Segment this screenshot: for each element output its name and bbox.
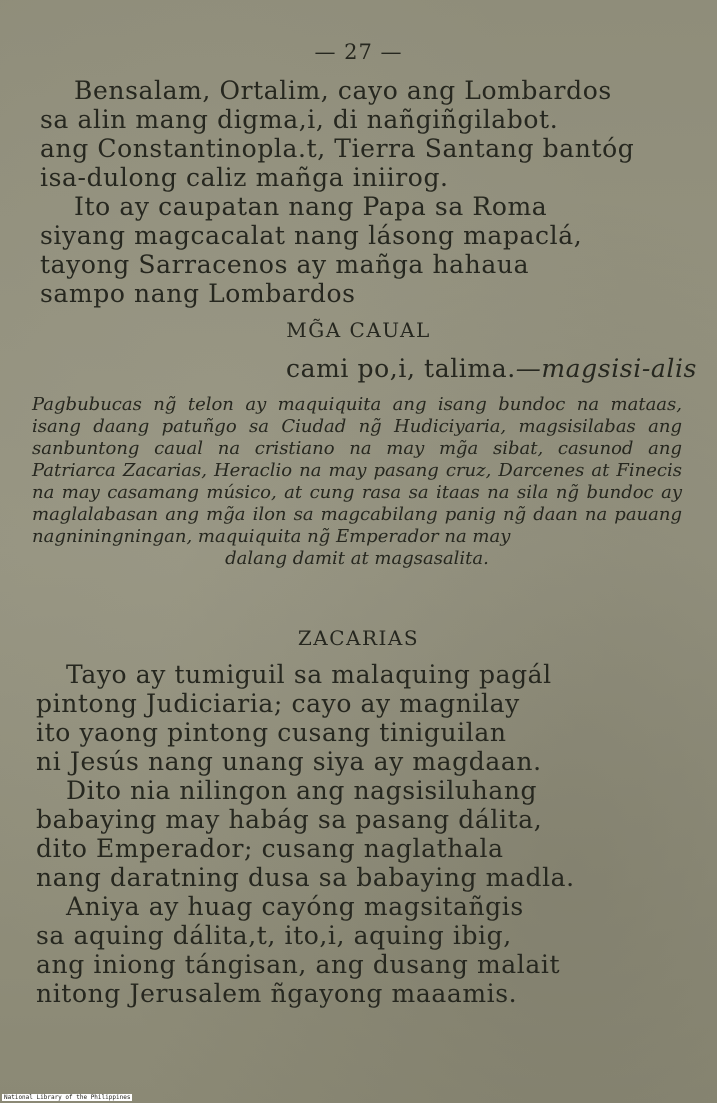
verse-line: Bensalam, Ortalim, cayo ang Lombardos [74, 76, 612, 105]
verse-line: dito Emperador; cusang naglathala [36, 834, 504, 863]
chorus-response-text: cami po,i, talima. [286, 354, 516, 383]
verse-line: ang Constantinopla.t, Tierra Santang bantóg [40, 134, 635, 163]
stage-direction-last-line: dalang damit at magsasalita. [225, 548, 489, 569]
verse-line: pintong Judiciaria; cayo ay magnilay [36, 689, 520, 718]
verse-line: Aniya ay huag cayóng magsitañgis [66, 892, 524, 921]
verse-line: sa aquing dálita,t, ito,i, aquing ibig, [36, 921, 512, 950]
verse-line: Dito nia nilingon ang nagsisiluhang [66, 776, 538, 805]
verse-line: isa-dulong caliz mañga iniirog. [40, 163, 449, 192]
verse-line: nang daratning dusa sa babaying madla. [36, 863, 575, 892]
library-footer: National Library of the Philippines [4, 1094, 131, 1101]
verse-line: nitong Jerusalem ñgayong maaamis. [36, 979, 518, 1008]
verse-line: sampo nang Lombardos [40, 279, 356, 308]
verse-stanza-1 [0, 76, 717, 308]
speaker-name: MG̃A CAUAL [286, 318, 431, 342]
page-number: — 27 — [314, 40, 403, 64]
chorus-response-direction: —magsisi-alis [515, 354, 697, 383]
chorus-response [286, 354, 697, 383]
verse-stanza-2 [0, 660, 717, 1008]
stage-direction-text: Pagbubucas ng̃ telon ay maquiquita ang isang bundoc na mataas, isang daang patuñgo sa Ciudad ng̃ Hudiciyaria, magsisilabas ang sanbuntong caual na cristiano na may mg̃a sibat, casunod ang Patriarca Zacarias, Heraclio na may pasang cruz, Darcenes at Finecis na may casamang músico, at cung rasa sa itaas na sila ng̃ bundoc ay maglalabasan ang mg̃a ilon sa magcabilang panig ng̃ daan na pauang nagniningningan, maquiquita ng̃ Emperador na may [32, 394, 682, 547]
verse-line: ang iniong tángisan, ang dusang malait [36, 950, 561, 979]
stage-direction [32, 394, 682, 570]
speaker-name: ZACARIAS [297, 626, 420, 650]
verse-line: siyang magcacalat nang lásong mapaclá, [40, 221, 583, 250]
verse-line: sa alin mang digma,i, di nañgiñgilabot. [40, 105, 559, 134]
verse-line: babaying may habág sa pasang dálita, [36, 805, 543, 834]
verse-line: ito yaong pintong cusang tiniguilan [36, 718, 507, 747]
verse-line: tayong Sarracenos ay mañga hahaua [40, 250, 530, 279]
verse-line: Ito ay caupatan nang Papa sa Roma [74, 192, 548, 221]
verse-line: Tayo ay tumiguil sa malaquing pagál [66, 660, 552, 689]
verse-line: ni Jesús nang unang siya ay magdaan. [36, 747, 542, 776]
